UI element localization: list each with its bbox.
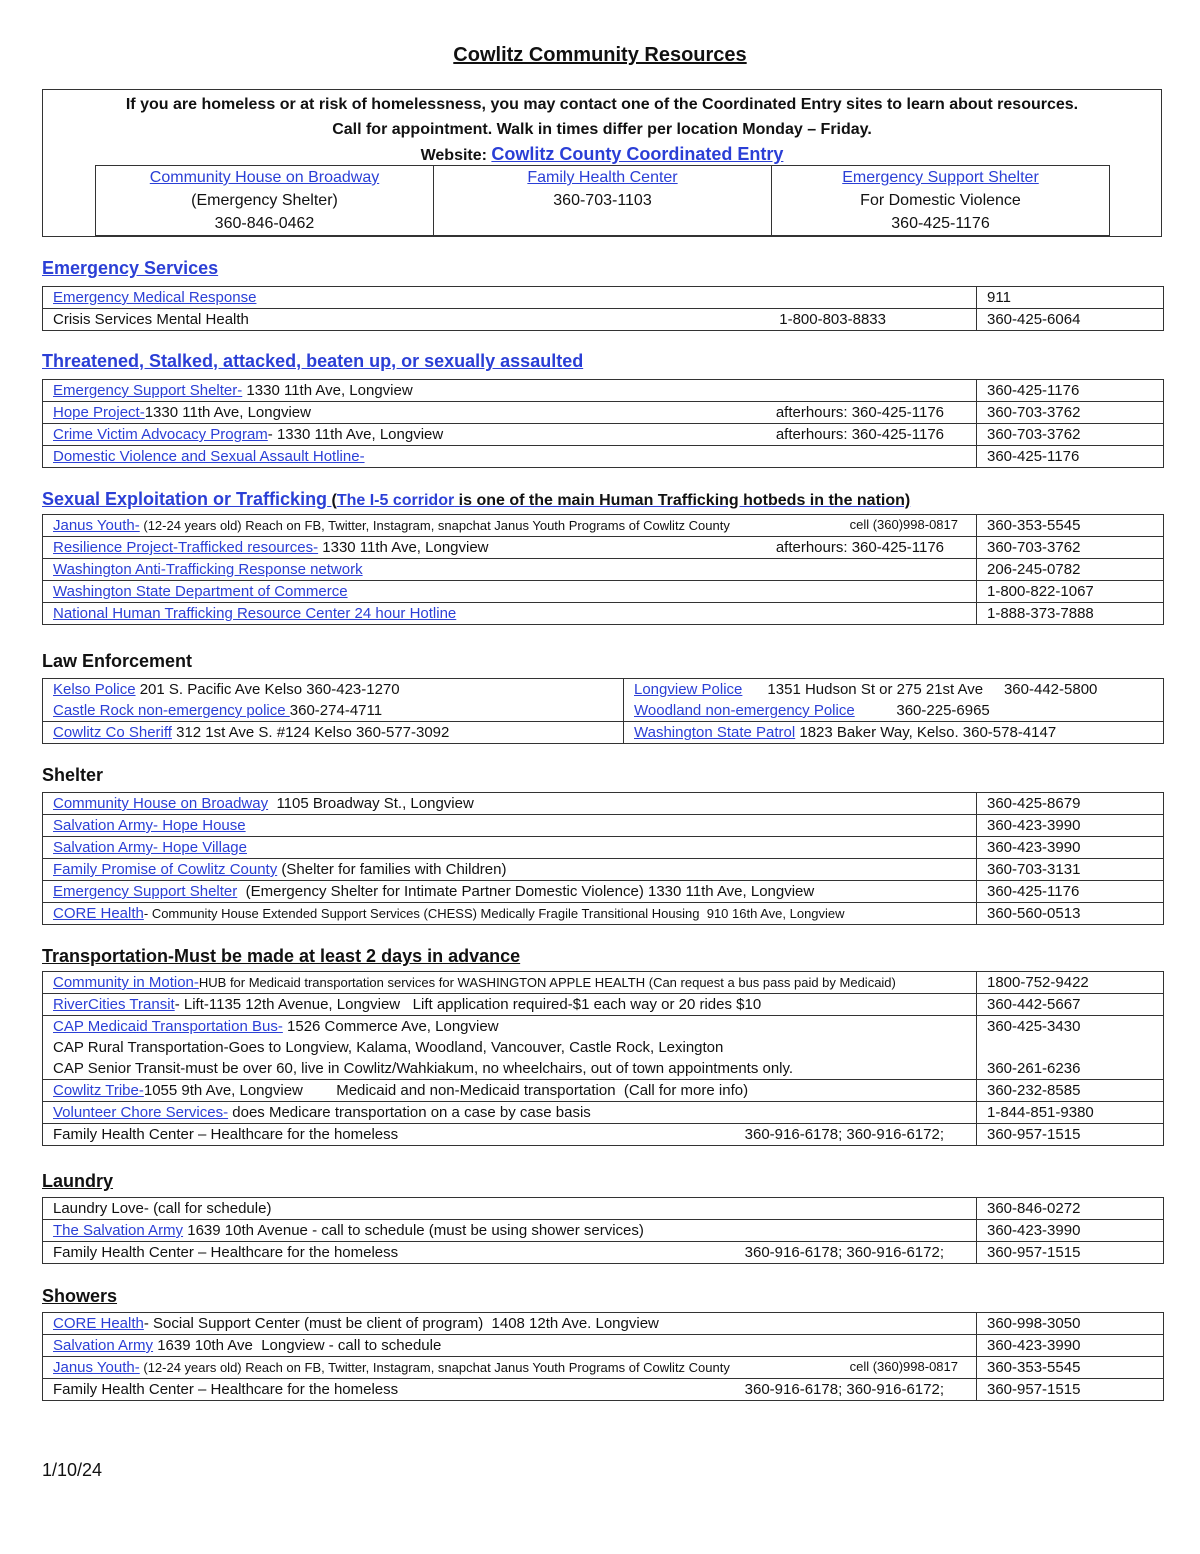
resource-text: Family Health Center – Healthcare for the homeless: [53, 1381, 399, 1398]
resource-description: [53, 1039, 723, 1056]
resource-alt-phone: 360-916-6178; 360-916-6172;: [744, 1381, 944, 1398]
resource-description: [53, 404, 311, 421]
resource-link[interactable]: Emergency Medical Response: [53, 289, 257, 306]
kelso-police-link[interactable]: Kelso Police: [53, 681, 136, 698]
resource-cell: [43, 972, 977, 994]
resource-cell: [43, 1335, 977, 1357]
trafficking-heading-link[interactable]: Sexual Exploitation or Trafficking: [42, 489, 328, 509]
threatened-heading[interactable]: Threatened, Stalked, attacked, beaten up, or sexually assaulted: [42, 351, 584, 371]
site-link[interactable]: Family Health Center: [527, 169, 678, 186]
resource-alt-phone: 360-916-6178; 360-916-6172;: [744, 1244, 944, 1261]
resource-description: [53, 905, 845, 922]
resource-text: Family Health Center – Healthcare for the homeless: [53, 1244, 399, 1261]
resource-cell: [43, 309, 977, 331]
site-link[interactable]: Community House on Broadway: [149, 169, 380, 186]
resource-phone: 360-353-5545: [977, 515, 1164, 537]
resource-phone: 360-423-3990: [977, 837, 1164, 859]
castle-rock-police-link[interactable]: Castle Rock non-emergency police: [53, 702, 290, 719]
state-patrol-link[interactable]: Washington State Patrol: [634, 724, 796, 741]
transport-heading: Transportation-Must be made at least 2 days in advance: [42, 946, 521, 966]
resource-row: [43, 815, 1164, 837]
resource-phone: 360-425-1176: [977, 380, 1164, 402]
resource-link[interactable]: Emergency Support Shelter-: [53, 382, 243, 399]
resource-cell: [43, 793, 977, 815]
resource-phone: 206-245-0782: [977, 559, 1164, 581]
resource-phone: 360-703-3131: [977, 859, 1164, 881]
law-cell: [43, 700, 624, 722]
resource-row: [43, 837, 1164, 859]
resource-text: Laundry Love- (call for schedule): [53, 1200, 272, 1217]
law-cell: [624, 679, 1164, 701]
resource-row: [43, 287, 1164, 309]
resource-text: - Lift-1135 12th Avenue, Longview Lift application required-$1 each way or 20 rides $10: [174, 996, 762, 1013]
resource-phone: 360-957-1515: [977, 1124, 1164, 1146]
resource-cell: [43, 1198, 977, 1220]
resource-alt-phone: afterhours: 360-425-1176: [775, 426, 944, 443]
showers-heading: Showers: [42, 1286, 118, 1306]
resource-phone: 360-442-5667: [977, 994, 1164, 1016]
law-heading: Law Enforcement: [42, 651, 193, 671]
resource-phone: 360-957-1515: [977, 1379, 1164, 1401]
intro-line-1: If you are homeless or at risk of homelessness, you may contact one of the Coordinated Entry sites to learn about resources.: [125, 96, 1079, 113]
law-text: 360-225-6965: [854, 702, 990, 719]
resource-link[interactable]: Crime Victim Advocacy Program: [53, 426, 268, 443]
resource-alt-phone: 360-916-6178; 360-916-6172;: [744, 1126, 944, 1143]
resource-row: [43, 903, 1164, 925]
woodland-police-link[interactable]: Woodland non-emergency Police: [634, 702, 855, 719]
resource-row: [43, 537, 1164, 559]
resource-cell: [43, 402, 977, 424]
resource-phone: 360-232-8585: [977, 1080, 1164, 1102]
resource-description: [53, 1337, 441, 1354]
resource-cell: [43, 581, 977, 603]
resource-description: [53, 605, 456, 622]
site-phone: 360-703-1103: [553, 192, 652, 209]
resource-cell: [43, 1220, 977, 1242]
resource-cell: [43, 859, 977, 881]
resource-cell: [43, 1016, 977, 1038]
resource-description: [53, 1359, 730, 1376]
resource-description: [53, 1060, 793, 1077]
resource-description: [53, 583, 348, 600]
document-date: 1/10/24: [42, 1460, 103, 1480]
resource-cell: [43, 994, 977, 1016]
site-desc: (Emergency Shelter): [191, 192, 338, 209]
laundry-heading: Laundry: [42, 1171, 114, 1191]
resource-description: [53, 382, 413, 399]
resource-description: [53, 311, 249, 328]
resource-cell: [43, 287, 977, 309]
resource-row: [43, 859, 1164, 881]
cowlitz-sheriff-link[interactable]: Cowlitz Co Sheriff: [53, 724, 172, 741]
page-title: Cowlitz Community Resources: [453, 44, 747, 66]
resource-phone: 1800-752-9422: [977, 972, 1164, 994]
resource-cell: [43, 1313, 977, 1335]
intro-line-2: Call for appointment. Walk in times differ per location Monday – Friday.: [332, 121, 872, 138]
resource-cell: [43, 1357, 977, 1379]
trafficking-note: [327, 492, 910, 509]
resource-description: [53, 517, 730, 534]
resource-row: [43, 1357, 1164, 1379]
resource-description: [53, 448, 365, 465]
resource-alt-phone: cell (360)998-0817: [849, 1359, 958, 1374]
resource-row: [43, 1198, 1164, 1220]
resource-text: (12-24 years old) Reach on FB, Twitter, Instagram, snapchat Janus Youth Programs of Cowlitz County: [139, 1360, 730, 1375]
trafficking-heading: [42, 489, 910, 510]
resource-text: (Emergency Shelter for Intimate Partner Domestic Violence) 1330 11th Ave, Longview: [237, 883, 815, 900]
resource-cell: [43, 424, 977, 446]
resource-description: [53, 1104, 591, 1121]
shelter-table: [42, 792, 1164, 925]
law-cell: [624, 722, 1164, 744]
resource-description: [53, 1018, 499, 1035]
resource-row: [43, 1124, 1164, 1146]
longview-police-link[interactable]: Longview Police: [634, 681, 743, 698]
resource-link[interactable]: Volunteer Chore Services-: [53, 1104, 229, 1121]
resource-phone: 911: [977, 287, 1164, 309]
resource-row: [43, 1242, 1164, 1264]
resource-text: Crisis Services Mental Health: [53, 311, 249, 328]
resource-row: [43, 1379, 1164, 1401]
resource-phone: 360-703-3762: [977, 402, 1164, 424]
threatened-table: [42, 379, 1164, 468]
coordinated-entry-sites: [95, 165, 1110, 236]
transport-table: [42, 971, 1164, 1146]
resource-link[interactable]: Family Promise of Cowlitz County: [53, 861, 278, 878]
resource-description: [53, 289, 256, 306]
resource-text: (12-24 years old) Reach on FB, Twitter, Instagram, snapchat Janus Youth Programs of Cowlitz County: [139, 518, 730, 533]
note-rest: is one of the main Human Trafficking hotbeds in the nation): [454, 492, 911, 509]
resource-phone: 360-423-3990: [977, 1335, 1164, 1357]
coordinated-entry-link[interactable]: Cowlitz County Coordinated Entry: [491, 144, 784, 164]
showers-table: [42, 1312, 1164, 1401]
resource-link[interactable]: National Human Trafficking Resource Center 24 hour Hotline: [53, 605, 457, 622]
site-community-house: [96, 166, 434, 236]
resource-link[interactable]: Community House on Broadway: [53, 795, 269, 812]
resource-phone: 1-844-851-9380: [977, 1102, 1164, 1124]
law-text: 360-274-4711: [289, 702, 383, 719]
site-emergency-support: [772, 166, 1110, 236]
resource-link[interactable]: Salvation Army- Hope Village: [53, 839, 247, 856]
resource-link[interactable]: Cowlitz Tribe-: [53, 1082, 144, 1099]
resource-text: 1330 11th Ave, Longview: [242, 382, 413, 399]
resource-description: [53, 561, 363, 578]
resource-link[interactable]: Resilience Project-Trafficked resources-: [53, 539, 319, 556]
resource-text: - Community House Extended Support Services (CHESS) Medically Fragile Transitional Housing 910 16th Ave, Longview: [143, 906, 845, 921]
resource-link[interactable]: Salvation Army: [53, 1337, 154, 1354]
resource-phone: 360-703-3762: [977, 424, 1164, 446]
note-open: (: [327, 492, 337, 509]
resource-phone: 360-425-3430: [977, 1016, 1164, 1038]
resource-link[interactable]: Janus Youth-: [53, 1359, 140, 1376]
resource-phone: 360-425-1176: [977, 881, 1164, 903]
resource-row: [43, 603, 1164, 625]
resource-phone: 360-425-8679: [977, 793, 1164, 815]
resource-text: 1105 Broadway St., Longview: [268, 795, 474, 812]
resource-link[interactable]: CORE Health: [53, 1315, 144, 1332]
resource-description: [53, 1315, 659, 1332]
resource-alt-phone: afterhours: 360-425-1176: [775, 539, 944, 556]
website-label: Website:: [420, 147, 492, 164]
resource-phone: 360-957-1515: [977, 1242, 1164, 1264]
law-text: 1351 Hudson St or 275 21st Ave 360-442-5800: [742, 681, 1098, 698]
law-table: [42, 678, 1164, 744]
resource-text: does Medicare transportation on a case by case basis: [228, 1104, 591, 1121]
law-cell: [624, 700, 1164, 722]
resource-row: [43, 1016, 1164, 1038]
site-phone: 360-846-0462: [214, 215, 315, 232]
resource-cell: [43, 380, 977, 402]
resource-row: [43, 1313, 1164, 1335]
resource-cell: [43, 1037, 977, 1058]
law-text: 312 1st Ave S. #124 Kelso 360-577-3092: [171, 724, 450, 741]
resource-row: [43, 309, 1164, 331]
resource-description: [53, 1222, 644, 1239]
emergency-table: [42, 286, 1164, 331]
resource-cell: [43, 1124, 977, 1146]
resource-description: [53, 883, 814, 900]
resource-link[interactable]: Salvation Army- Hope House: [53, 817, 246, 834]
shelter-heading: Shelter: [42, 765, 104, 785]
resource-phone: 360-423-3990: [977, 1220, 1164, 1242]
resource-description: [53, 974, 896, 991]
resource-alt-phone: afterhours: 360-425-1176: [775, 404, 944, 421]
resource-row: [43, 581, 1164, 603]
resource-alt-phone: 1-800-803-8833: [779, 311, 886, 328]
site-phone: 360-425-1176: [891, 215, 990, 232]
resource-phone: [977, 1037, 1164, 1058]
resource-link[interactable]: CORE Health: [53, 905, 144, 922]
resource-cell: [43, 815, 977, 837]
resource-cell: [43, 1058, 977, 1080]
emergency-heading[interactable]: Emergency Services: [42, 258, 219, 278]
resource-description: [53, 861, 506, 878]
resource-phone: 360-998-3050: [977, 1313, 1164, 1335]
resource-link[interactable]: Community in Motion-: [53, 974, 199, 991]
resource-text: 1055 9th Ave, Longview Medicaid and non-Medicaid transportation (Call for more info): [143, 1082, 749, 1099]
resource-link[interactable]: Hope Project-: [53, 404, 145, 421]
resource-text: Family Health Center – Healthcare for the homeless: [53, 1126, 399, 1143]
law-cell: [43, 722, 624, 744]
resource-row: [43, 994, 1164, 1016]
resource-cell: [43, 559, 977, 581]
resource-phone: 360-353-5545: [977, 1357, 1164, 1379]
resource-description: [53, 839, 247, 856]
resource-cell: [43, 1242, 977, 1264]
law-text: 1823 Baker Way, Kelso. 360-578-4147: [795, 724, 1057, 741]
resource-row: [43, 1220, 1164, 1242]
resource-text: 1639 10th Avenue - call to schedule (must be using shower services): [183, 1222, 644, 1239]
resource-text: - Social Support Center (must be client of program) 1408 12th Ave. Longview: [143, 1315, 659, 1332]
resource-description: [53, 426, 443, 443]
resource-cell: [43, 881, 977, 903]
resource-link[interactable]: Janus Youth-: [53, 517, 140, 534]
resource-row: [43, 424, 1164, 446]
resource-row: [43, 1037, 1164, 1058]
resource-phone: 360-560-0513: [977, 903, 1164, 925]
resource-cell: [43, 1102, 977, 1124]
resource-description: [53, 539, 489, 556]
resource-link[interactable]: RiverCities Transit: [53, 996, 175, 1013]
resource-link[interactable]: Washington Anti-Trafficking Response network: [53, 561, 363, 578]
resource-text: CAP Rural Transportation-Goes to Longview, Kalama, Woodland, Vancouver, Castle Rock, Lexington: [53, 1039, 724, 1056]
resource-cell: [43, 515, 977, 537]
resource-description: [53, 817, 246, 834]
resource-description: [53, 1200, 271, 1217]
resource-phone: 1-888-373-7888: [977, 603, 1164, 625]
site-desc: For Domestic Violence: [860, 192, 1021, 209]
resource-row: [43, 1058, 1164, 1080]
resource-description: [53, 1381, 398, 1398]
resource-row: [43, 446, 1164, 468]
resource-text: 1526 Commerce Ave, Longview: [282, 1018, 499, 1035]
coordinated-entry-box: [42, 89, 1162, 237]
site-family-health: [434, 166, 772, 236]
resource-text: 1330 11th Ave, Longview: [318, 539, 489, 556]
resource-phone: 360-425-1176: [977, 446, 1164, 468]
resource-row: [43, 1102, 1164, 1124]
site-link[interactable]: Emergency Support Shelter: [842, 169, 1039, 186]
resource-description: [53, 1082, 748, 1099]
resource-row: [43, 380, 1164, 402]
resource-text: HUB for Medicaid transportation services for WASHINGTON APPLE HEALTH (Can request a bus pass paid by Medicaid): [198, 975, 896, 990]
resource-cell: [43, 837, 977, 859]
resource-row: [43, 881, 1164, 903]
resource-link[interactable]: CAP Medicaid Transportation Bus-: [53, 1018, 283, 1035]
resource-description: [53, 1244, 398, 1261]
resource-text: 1639 10th Ave Longview - call to schedule: [153, 1337, 442, 1354]
resource-link[interactable]: Domestic Violence and Sexual Assault Hotline-: [53, 448, 365, 465]
i5-corridor-link[interactable]: The I-5 corridor: [336, 492, 455, 509]
resource-phone: 360-261-6236: [977, 1058, 1164, 1080]
resource-row: [43, 1080, 1164, 1102]
resource-phone: 360-425-6064: [977, 309, 1164, 331]
resource-row: [43, 972, 1164, 994]
resource-text: CAP Senior Transit-must be over 60, live in Cowlitz/Wahkiakum, no wheelchairs, out of town appointments only.: [53, 1060, 794, 1077]
resource-phone: 1-800-822-1067: [977, 581, 1164, 603]
resource-text: 1330 11th Ave, Longview: [144, 404, 311, 421]
resource-phone: 360-703-3762: [977, 537, 1164, 559]
law-text: 201 S. Pacific Ave Kelso 360-423-1270: [135, 681, 400, 698]
resource-cell: [43, 537, 977, 559]
resource-link[interactable]: Washington State Department of Commerce: [53, 583, 348, 600]
resource-row: [43, 559, 1164, 581]
resource-text: - 1330 11th Ave, Longview: [267, 426, 444, 443]
resource-row: [43, 793, 1164, 815]
laundry-table: [42, 1197, 1164, 1264]
resource-text: (Shelter for families with Children): [277, 861, 507, 878]
resource-link[interactable]: Emergency Support Shelter: [53, 883, 238, 900]
resource-row: [43, 515, 1164, 537]
resource-link[interactable]: The Salvation Army: [53, 1222, 184, 1239]
resource-cell: [43, 446, 977, 468]
resource-row: [43, 402, 1164, 424]
resource-phone: 360-846-0272: [977, 1198, 1164, 1220]
law-cell: [43, 679, 624, 701]
trafficking-table: [42, 514, 1164, 625]
resource-row: [43, 1335, 1164, 1357]
resource-cell: [43, 603, 977, 625]
resource-description: [53, 996, 761, 1013]
resource-description: [53, 1126, 398, 1143]
resource-cell: [43, 1080, 977, 1102]
resource-description: [53, 795, 474, 812]
resource-cell: [43, 903, 977, 925]
resource-alt-phone: cell (360)998-0817: [849, 517, 958, 532]
resource-phone: 360-423-3990: [977, 815, 1164, 837]
resource-cell: [43, 1379, 977, 1401]
